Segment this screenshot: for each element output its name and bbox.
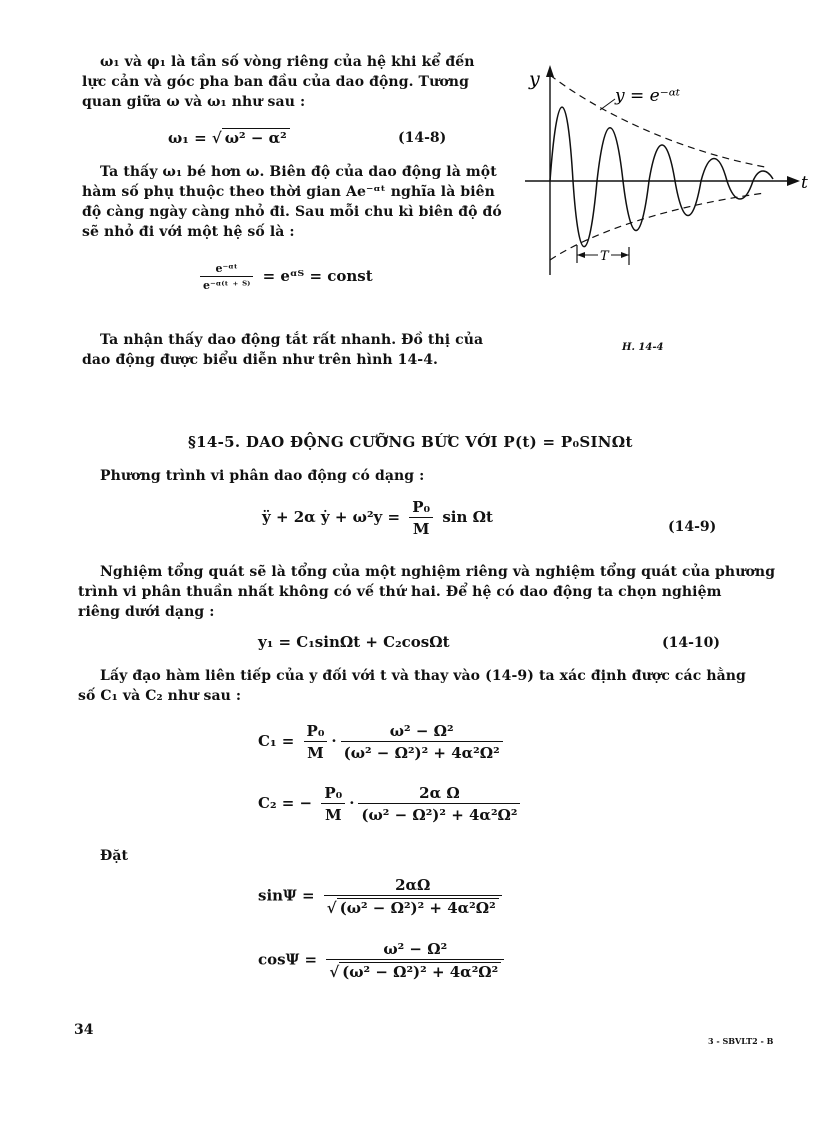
c2-f2-num: 2α Ω	[419, 784, 460, 802]
eq-14-9-denominator: M	[409, 517, 433, 538]
paragraph-amplitude	[82, 162, 502, 242]
sin-psi-den-wrap: √ (ω² − Ω²)² + 4α²Ω²	[324, 895, 502, 917]
para2-line-4: sẽ nhỏ đi với một hệ số là :	[82, 224, 295, 240]
period-arrowhead-right	[621, 252, 629, 258]
para6-line-2: số C₁ và C₂ như sau :	[78, 688, 242, 704]
ratio-numerator: e⁻ᵅᵗ	[215, 262, 238, 275]
eq-14-9-rhs: sin Ωt	[442, 508, 493, 526]
para2-line-2: hàm số phụ thuộc theo thời gian Ae⁻ᵅᵗ nghĩa là biên	[82, 184, 495, 200]
para3-line-1: Ta nhận thấy dao động tắt rất nhanh. Đồ thị của	[100, 332, 484, 348]
lower-envelope-curve	[550, 193, 765, 260]
c2-fraction-1	[321, 784, 345, 824]
c2-lhs: C₂ = −	[258, 794, 313, 812]
para5-line-3: riêng dưới dạng :	[78, 604, 215, 620]
equation-number-14-8: (14-8)	[398, 130, 447, 146]
paragraph-general-solution	[78, 562, 775, 622]
para4-line-1: Phương trình vi phân dao động có dạng :	[100, 468, 425, 484]
eq-14-9-lhs: ÿ + 2α ẏ + ω²y =	[262, 508, 401, 526]
envelope-pointer	[600, 99, 615, 110]
intro-line-1: ω₁ và φ₁ là tần số vòng riêng của hệ khi kể đến	[100, 54, 475, 70]
sin-psi-fraction	[324, 876, 502, 917]
equation-ratio	[196, 262, 373, 292]
cos-psi-den-wrap: √ (ω² − Ω²)² + 4α²Ω²	[326, 959, 504, 981]
equation-c1: C₁ = $\frac{\text{P₀}}{M}$ · $\frac{\text{ω² − Ω²}}{\text{(ω² − Ω²)² + 4α²Ω²}}$	[258, 722, 507, 762]
damped-oscillation-figure	[515, 55, 815, 295]
ratio-denominator: e⁻ᵅ⁽ᵗ ⁺ ᵀ⁾	[200, 276, 253, 292]
c1-fraction-1	[304, 722, 328, 762]
para2-line-1: Ta thấy ω₁ bé hơn ω. Biên độ của dao động là một	[100, 164, 497, 180]
dat-label: Đặt	[100, 848, 129, 864]
c1-fraction-2	[341, 722, 503, 762]
eq-14-9-numerator: P₀	[412, 498, 431, 516]
t-axis-label: t	[801, 173, 808, 193]
c1-f2-den: (ω² − Ω²)² + 4α²Ω²	[341, 741, 503, 762]
c1-f2-num: ω² − Ω²	[389, 722, 454, 740]
para5-line-2: trình vi phân thuần nhất không có vế thứ hai. Để hệ có dao động ta chọn nghiệm	[78, 584, 722, 600]
sin-psi-num: 2αΩ	[395, 876, 431, 894]
para5-line-1: Nghiệm tổng quát sẽ là tổng của một nghiệm riêng và nghiệm tổng quát của phương	[100, 564, 776, 580]
footer-code: 3 - SBVLT2 - B	[708, 1036, 774, 1046]
intro-paragraph	[82, 52, 475, 112]
ratio-rhs: = eᵅᵀ = const	[262, 267, 373, 285]
c1-lhs: C₁ =	[258, 732, 295, 750]
page-number: 34	[74, 1022, 94, 1038]
c2-f2-den: (ω² − Ω²)² + 4α²Ω²	[358, 803, 520, 824]
equation-number-14-10: (14-10)	[662, 635, 721, 651]
period-arrowhead-left	[577, 252, 585, 258]
paragraph-damping	[82, 330, 483, 370]
para2-line-3: độ càng ngày càng nhỏ đi. Sau mỗi chu kì biên độ đó	[82, 204, 502, 220]
oscillation-curve	[550, 107, 773, 247]
cos-psi-num: ω² − Ω²	[383, 940, 448, 958]
section-heading: §14-5. DAO ĐỘNG CƯỠNG BỨC VỚI P(t) = P₀SINΩt	[188, 433, 633, 451]
sin-psi-lhs: sinΨ =	[258, 886, 315, 905]
c2-fraction-2	[358, 784, 520, 824]
intro-line-3: quan giữa ω và ω₁ như sau :	[82, 94, 306, 110]
c1-f1-num: P₀	[306, 722, 325, 740]
equation-cos-psi	[258, 940, 508, 981]
equation-14-9	[262, 498, 493, 538]
equation-sin-psi	[258, 876, 506, 917]
c1-f1-den: M	[304, 741, 328, 762]
sin-psi-den: (ω² − Ω²)² + 4α²Ω²	[337, 898, 499, 917]
envelope-label: y = e⁻ᵅᵗ	[615, 86, 681, 106]
t-axis-arrow	[787, 176, 800, 186]
eq-14-9-fraction	[409, 498, 433, 538]
equation-14-10: y₁ = C₁sinΩt + C₂cosΩt	[258, 633, 450, 651]
equation-c2: C₂ = − $\frac{\text{P₀}}{M}$ · $\frac{\text{2α Ω}}{\text{(ω² − Ω²)² + 4α²Ω²}}$	[258, 784, 524, 824]
y-axis-label: y	[529, 68, 540, 90]
eq-14-8-lhs: ω₁ =	[168, 129, 207, 147]
para3-line-2: dao động được biểu diễn như trên hình 14-4.	[82, 352, 439, 368]
equation-14-8: ω₁ = √ ω² − α²	[168, 128, 290, 147]
eq-14-8-radicand: ω² − α²	[222, 128, 290, 147]
equation-number-14-9: (14-9)	[668, 519, 717, 535]
intro-line-2: lực cản và góc pha ban đầu của dao động. Tương	[82, 74, 469, 90]
c2-f1-num: P₀	[324, 784, 343, 802]
cos-psi-fraction	[326, 940, 504, 981]
paragraph-constants	[78, 666, 746, 706]
figure-caption: H. 14-4	[622, 342, 664, 353]
para6-line-1: Lấy đạo hàm liên tiếp của y đối với t và thay vào (14-9) ta xác định được các hằng	[100, 668, 746, 684]
ratio-fraction	[200, 262, 253, 292]
cos-psi-lhs: cosΨ =	[258, 950, 318, 969]
c2-f1-den: M	[321, 803, 345, 824]
period-label: T	[600, 249, 609, 264]
cos-psi-den: (ω² − Ω²)² + 4α²Ω²	[339, 962, 501, 981]
paragraph-diff-eq	[100, 466, 424, 486]
